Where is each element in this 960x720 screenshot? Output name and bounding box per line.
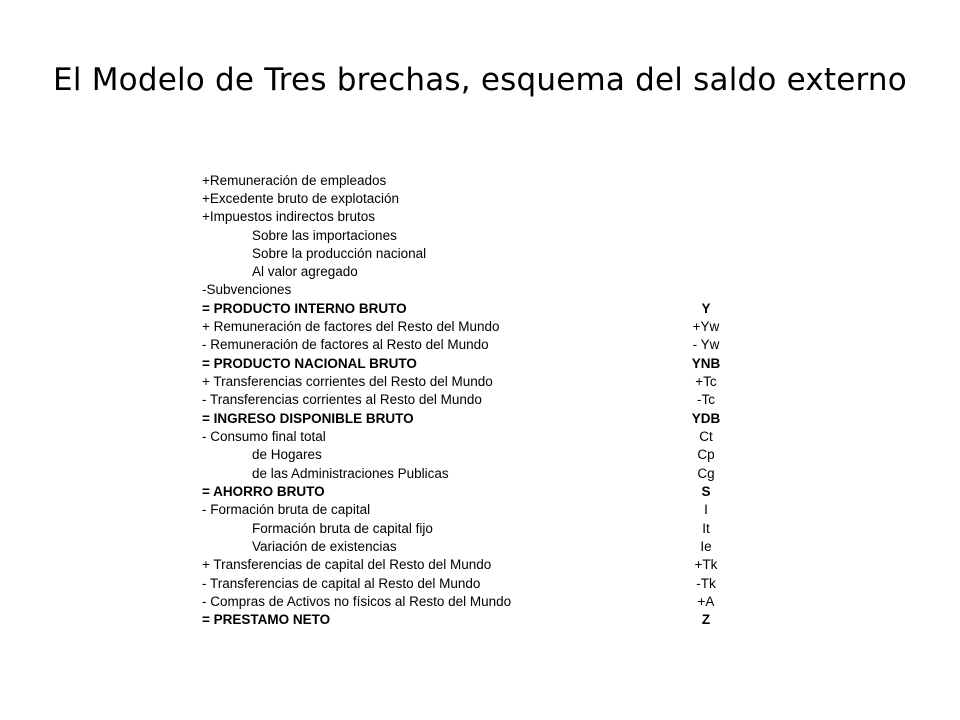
row-sobre-importaciones xyxy=(202,227,722,245)
row-label: = PRESTAMO NETO xyxy=(202,612,331,627)
row-label: +Impuestos indirectos brutos xyxy=(202,209,375,224)
row-symbol: +Yw xyxy=(692,319,720,334)
row-symbol: YNB xyxy=(691,356,721,371)
row-symbol: Cp xyxy=(697,447,715,462)
row-subvenciones xyxy=(202,281,722,299)
row-consumo-final-total xyxy=(202,428,722,446)
row-producto-interno-bruto xyxy=(202,300,722,318)
row-label: - Formación bruta de capital xyxy=(202,502,371,517)
row-valor-agregado xyxy=(202,263,722,281)
row-symbol: It xyxy=(702,521,710,536)
row-prestamo-neto xyxy=(202,611,722,629)
row-transf-corrientes-del-rm xyxy=(202,373,722,391)
row-label: + Transferencias de capital del Resto del Mundo xyxy=(202,557,492,572)
row-symbol: +Tc xyxy=(695,374,717,389)
row-ingreso-disponible-bruto xyxy=(202,410,722,428)
row-ahorro-bruto xyxy=(202,483,722,501)
row-symbol: Y xyxy=(701,301,711,316)
row-impuestos-indirectos xyxy=(202,208,722,226)
row-remuneracion-empleados xyxy=(202,172,722,190)
row-symbol: Cg xyxy=(697,466,715,481)
row-compras-activos-no-fisicos xyxy=(202,593,722,611)
row-transf-corrientes-al-rm xyxy=(202,391,722,409)
row-symbol: I xyxy=(704,502,708,517)
row-capital-fijo xyxy=(202,520,722,538)
row-sobre-produccion xyxy=(202,245,722,263)
row-label: - Compras de Activos no físicos al Resto del Mundo xyxy=(202,594,512,609)
row-label: - Transferencias corrientes al Resto del Mundo xyxy=(202,392,482,407)
row-label: + Remuneración de factores del Resto del Mundo xyxy=(202,319,500,334)
row-consumo-administraciones xyxy=(202,465,722,483)
row-symbol: -Tk xyxy=(696,576,716,591)
row-symbol: Ct xyxy=(699,429,713,444)
row-label: = PRODUCTO NACIONAL BRUTO xyxy=(202,356,417,371)
slide-title: El Modelo de Tres brechas, esquema del saldo externo xyxy=(53,62,907,98)
row-symbol: -Tc xyxy=(697,392,715,407)
row-symbol: +Tk xyxy=(694,557,718,572)
row-rem-factores-al-rm xyxy=(202,336,722,354)
row-label: de las Administraciones Publicas xyxy=(252,466,449,481)
row-label: + Transferencias corrientes del Resto del Mundo xyxy=(202,374,493,389)
row-label: = INGRESO DISPONIBLE BRUTO xyxy=(202,411,414,426)
row-consumo-hogares xyxy=(202,446,722,464)
row-label: Variación de existencias xyxy=(252,539,397,554)
row-formacion-bruta-capital xyxy=(202,501,722,519)
row-label: +Remuneración de empleados xyxy=(202,173,387,188)
row-label: Sobre las importaciones xyxy=(252,228,397,243)
row-transf-capital-al-rm xyxy=(202,575,722,593)
row-label: - Transferencias de capital al Resto del Mundo xyxy=(202,576,481,591)
row-symbol: S xyxy=(701,484,711,499)
row-transf-capital-del-rm xyxy=(202,556,722,574)
row-label: -Subvenciones xyxy=(202,282,292,297)
row-symbol: Z xyxy=(701,612,711,627)
row-symbol: Ie xyxy=(700,539,712,554)
row-label: Sobre la producción nacional xyxy=(252,246,427,261)
row-symbol: YDB xyxy=(691,411,721,426)
row-rem-factores-del-rm xyxy=(202,318,722,336)
row-label: Al valor agregado xyxy=(252,264,358,279)
row-label: - Consumo final total xyxy=(202,429,326,444)
row-label: Formación bruta de capital fijo xyxy=(252,521,433,536)
row-excedente-bruto xyxy=(202,190,722,208)
row-label: de Hogares xyxy=(252,447,322,462)
row-symbol: - Yw xyxy=(692,337,720,352)
row-label: = PRODUCTO INTERNO BRUTO xyxy=(202,301,407,316)
row-symbol: +A xyxy=(697,594,715,609)
row-label: - Remuneración de factores al Resto del Mundo xyxy=(202,337,489,352)
row-producto-nacional-bruto xyxy=(202,355,722,373)
row-label: = AHORRO BRUTO xyxy=(202,484,325,499)
row-variacion-existencias xyxy=(202,538,722,556)
row-label: +Excedente bruto de explotación xyxy=(202,191,400,206)
